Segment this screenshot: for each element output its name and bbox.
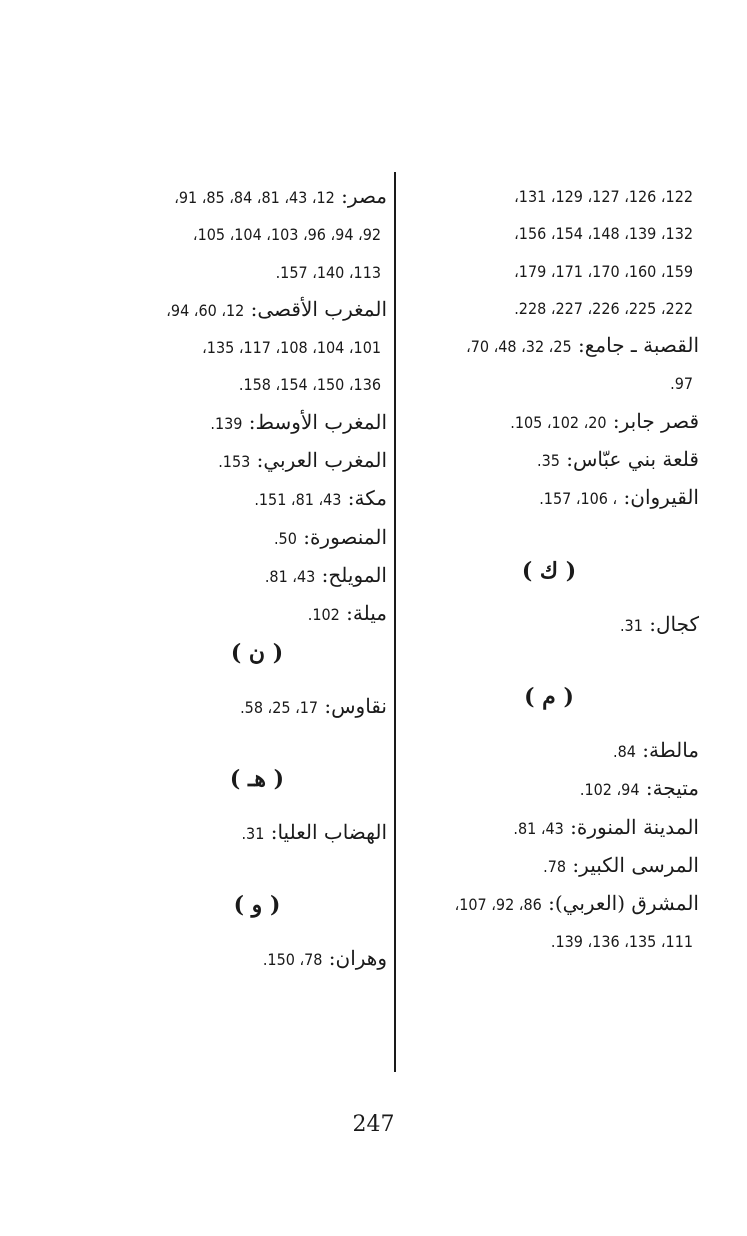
section-heading-waw: ( و ) (233, 892, 281, 919)
index-entry: القصبة ـ جامع: 25، 32، 48، 70، (466, 333, 699, 358)
index-entry: 132، 139، 148، 154، 156، (514, 224, 693, 244)
index-entry: المدينة المنورة: 43، 81. (513, 814, 699, 839)
index-entry: المرسى الكبير: 78. (543, 852, 699, 877)
index-entry: المغرب الأقصى: 12، 60، 94، (166, 296, 387, 321)
index-entry: متيجة: 94، 102. (579, 776, 699, 801)
index-entry: الهضاب العليا: 31. (241, 819, 387, 844)
index-entry: ميلة: 102. (307, 601, 387, 626)
index-column-right (399, 178, 699, 961)
section-heading-mim: ( م ) (524, 683, 574, 710)
index-entry: 113، 140، 157. (275, 262, 381, 282)
section-heading-ha: ( هـ ) (229, 765, 285, 792)
index-entry: المويلح: 43، 81. (264, 562, 387, 587)
index-entry: مكة: 43، 81، 151. (254, 486, 387, 511)
index-entry: وهران: 78، 150. (262, 946, 387, 971)
index-entry: 159، 160، 170، 171، 179، (514, 261, 693, 281)
index-entry: نقاوس: 17، 25، 58. (240, 693, 387, 718)
index-entry: كجال: 31. (619, 611, 699, 636)
index-entry: 101، 104، 108، 117، 135، (202, 338, 381, 358)
index-entry: مالطة: 84. (612, 737, 699, 762)
index-entry: مصر: 12، 43، 81، 84، 85، 91، (174, 184, 387, 208)
index-entry: المنصورة: 50. (273, 524, 387, 549)
index-entry: 111، 135، 136، 139. (550, 932, 693, 952)
section-heading-kaf: ( ك ) (521, 557, 577, 584)
index-entry: 136، 150، 154، 158. (238, 375, 381, 395)
column-divider (394, 172, 396, 1072)
index-entry: قلعة بني عبّاس: 35. (536, 447, 699, 472)
index-column-left (127, 178, 387, 978)
index-entry: 222، 225، 226، 227، 228. (514, 298, 693, 318)
index-entry: القيروان: ، 106، 157. (539, 485, 699, 510)
index-entry: 97. (670, 374, 693, 394)
index-entry: المغرب الأوسط: 139. (210, 409, 387, 434)
index-entry: المغرب العربي: 153. (218, 448, 387, 473)
section-heading-nun: ( ن ) (230, 639, 284, 666)
page-number: 247 (352, 1112, 395, 1137)
index-entry: 92، 94، 96، 103، 104، 105، (192, 225, 381, 245)
index-entry: قصر جابر: 20، 102، 105. (510, 408, 699, 433)
index-entry: المشرق (العربي): 86، 92، 107، (454, 891, 699, 916)
index-entry: 122، 126، 127، 129، 131، (514, 187, 693, 206)
